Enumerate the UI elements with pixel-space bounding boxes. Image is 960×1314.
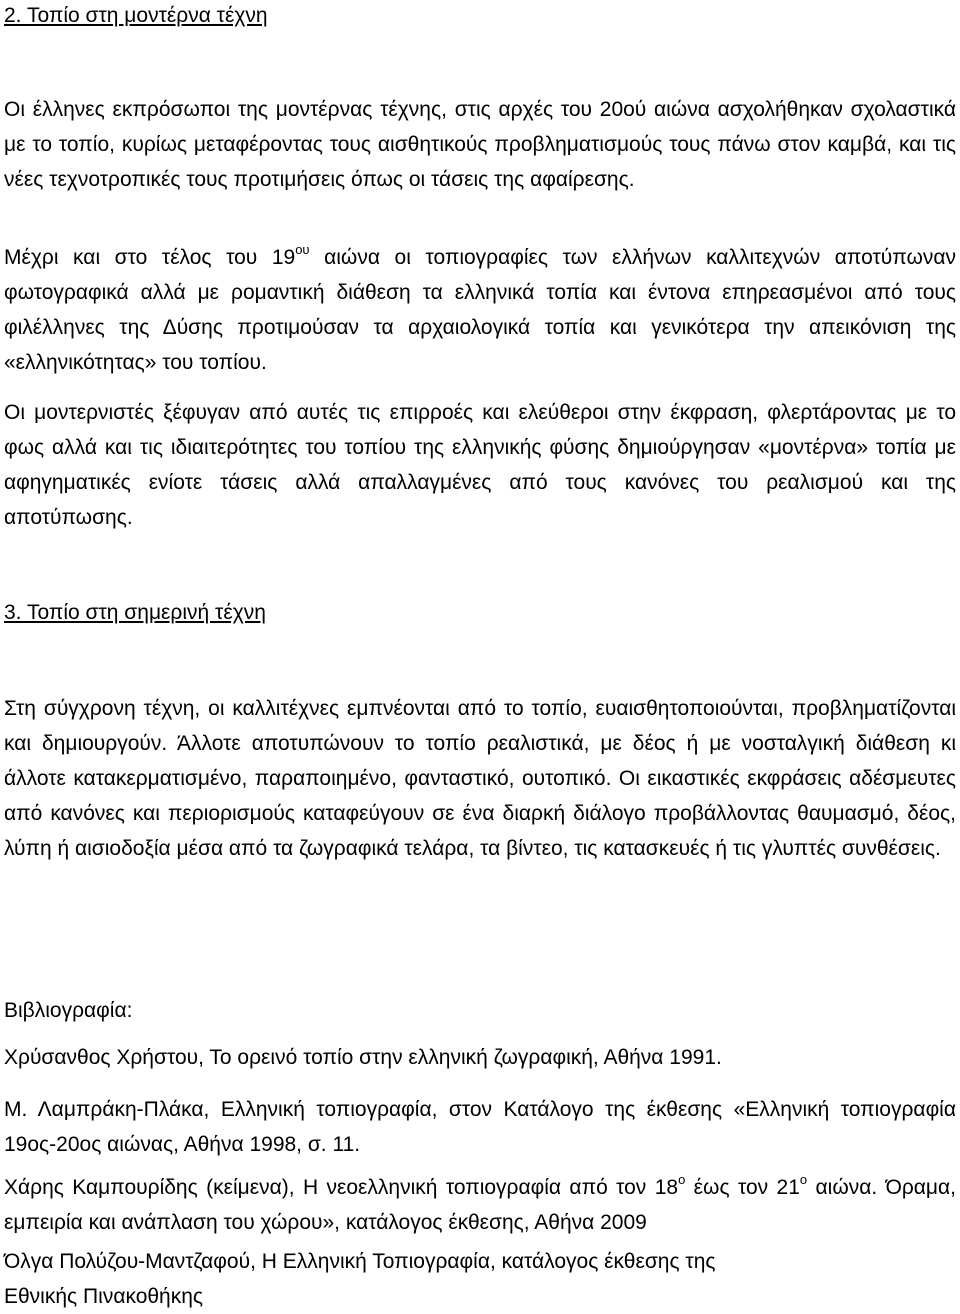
bibliography-entry-3	[4, 1170, 956, 1240]
section-2-paragraph-3: Οι μοντερνιστές ξέφυγαν από αυτές τις επιρροές και ελεύθεροι στην έκφραση, φλερτάροντας με το φως αλλά και τις ιδιαιτερότητες του τοπίου της ελληνικής φύσης δημιούργησαν «μοντέρνα» τοπία με αφηγηματικές ενίοτε τάσεις αλλά απαλλαγμένες από τους κανόνες του ρεαλισμού και της αποτύπωσης.	[4, 401, 956, 529]
bibliography-heading: Βιβλιογραφία:	[4, 999, 133, 1022]
superscript-o-2: ο	[799, 1172, 808, 1187]
section-2-paragraph-2	[4, 240, 956, 380]
section-2-heading: 2. Τοπίο στη μοντέρνα τέχνη	[4, 4, 268, 27]
section-2-paragraph-1: Οι έλληνες εκπρόσωποι της μοντέρνας τέχνης, στις αρχές του 20ού αιώνα ασχολήθηκαν σχολαστικά με το τοπίο, κυρίως μεταφέροντας τους αισθητικούς προβληματισμούς τους πάνω στον καμβά, και τις νέες τεχνοτροπικές τους προτιμήσεις όπως οι τάσεις της αφαίρεσης.	[4, 98, 956, 191]
entry-3-part-2: έως τον 21	[685, 1176, 800, 1199]
paragraph-2-start: Μέχρι και στο τέλος του 19	[4, 246, 296, 269]
paragraph-2-rest: αιώνα οι τοπιογραφίες των ελλήνων καλλιτεχνών αποτύπωναν φωτογραφικά αλλά με ρομαντική διάθεση τα ελληνικά τοπία και έντονα επηρεασμένοι από τους φιλέλληνες της Δύσης προτιμούσαν τα αρχαιολογικά τοπία και γενικότερα την απεικόνιση της «ελληνικότητας» του τοπίου.	[4, 246, 956, 374]
entry-4-line-2: Εθνικής Πινακοθήκης	[4, 1285, 204, 1308]
bibliography-entry-4	[4, 1244, 956, 1314]
section-3-heading: 3. Τοπίο στη σημερινή τέχνη	[4, 601, 266, 624]
superscript-o-1: ο	[678, 1172, 686, 1187]
bibliography-entry-2: Μ. Λαμπράκη-Πλάκα, Ελληνική τοπιογραφία, στον Κατάλογο της έκθεσης «Ελληνική τοπιογραφία 19ος-20ος αιώνας, Αθήνα 1998, σ. 11.	[4, 1098, 956, 1156]
entry-3-part-1: Χάρης Καμπουρίδης (κείμενα), Η νεοελληνική τοπιογραφία από τον 18	[4, 1176, 679, 1199]
section-3-paragraph-1: Στη σύγχρονη τέχνη, οι καλλιτέχνες εμπνέονται από το τοπίο, ευαισθητοποιούνται, προβληματίζονται και δημιουργούν. Άλλοτε αποτυπώνουν το τοπίο ρεαλιστικά, με δέος ή με νοσταλγική διάθεση κι άλλοτε κατακερματισμένο, παραποιημένο, φανταστικό, ουτοπικό. Οι εικαστικές εκφράσεις αδέσμευτες από κανόνες και περιορισμούς καταφεύγουν σε ένα διαρκή διάλογο προβάλλοντας θαυμασμό, δέος, λύπη ή αισιοδοξία μέσα από τα ζωγραφικά τελάρα, τα βίντεο, τις κατασκευές ή τις γλυπτές συνθέσεις.	[4, 697, 956, 860]
entry-4-line-1: Όλγα Πολύζου-Μαντζαφού, Η Ελληνική Τοπιογραφία, κατάλογος έκθεσης της	[4, 1250, 716, 1273]
superscript-ou: ου	[295, 242, 310, 257]
entry-3-part-3: αιώνα. Όραμα, εμπειρία και ανάπλαση του χώρου», κατάλογος έκθεσης, Αθήνα 2009	[4, 1176, 957, 1234]
bibliography-entry-1: Χρύσανθος Χρήστου, Το ορεινό τοπίο στην ελληνική ζωγραφική, Αθήνα 1991.	[4, 1046, 722, 1069]
